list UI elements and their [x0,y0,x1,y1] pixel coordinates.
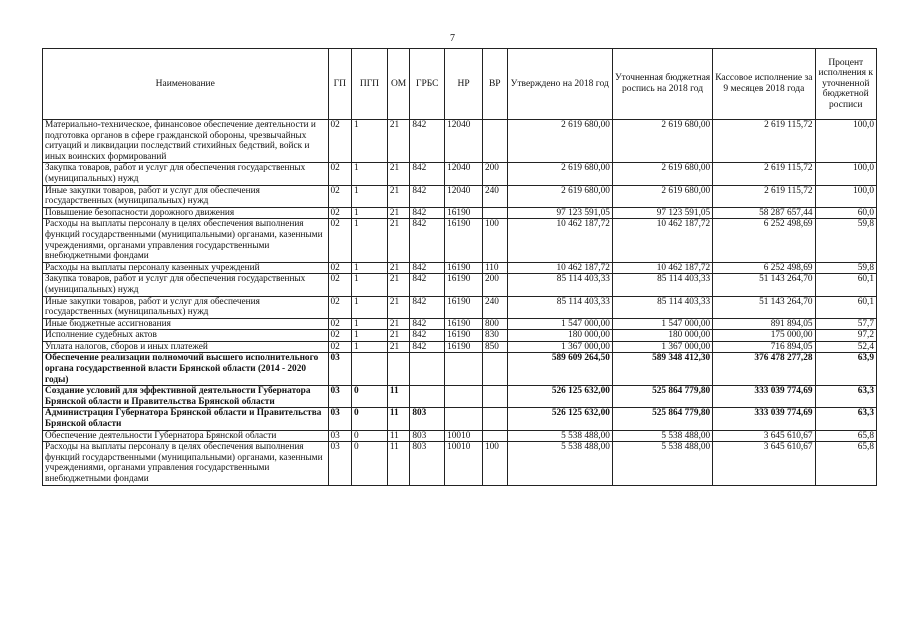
cell-gp: 03 [328,408,352,430]
table-row [43,353,877,386]
cell-gp: 03 [328,442,352,485]
cell-grbs: 842 [410,330,445,342]
table-row [43,330,877,342]
cell-approved: 5 538 488,00 [507,430,612,442]
cell-revised: 2 619 680,00 [612,185,712,207]
cell-vr: 200 [482,274,507,296]
cell-pgp: 0 [352,442,388,485]
cell-cash: 3 645 610,67 [713,442,815,485]
cell-cash: 716 894,05 [713,341,815,353]
column-header-vr: ВР [482,49,507,120]
cell-gp: 02 [328,219,352,262]
cell-om: 11 [387,430,410,442]
table-header-row [43,49,877,120]
cell-grbs: 842 [410,163,445,185]
cell-pgp: 0 [352,408,388,430]
cell-revised: 10 462 187,72 [612,262,712,274]
cell-grbs: 842 [410,274,445,296]
cell-om: 11 [387,442,410,485]
cell-om: 21 [387,185,410,207]
cell-vr [482,386,507,408]
cell-pgp: 1 [352,163,388,185]
cell-gp: 02 [328,330,352,342]
cell-revised: 85 114 403,33 [612,274,712,296]
cell-gp: 02 [328,120,352,163]
cell-percent: 59,8 [815,219,876,262]
cell-cash: 6 252 498,69 [713,262,815,274]
cell-gp: 02 [328,296,352,318]
cell-grbs [410,386,445,408]
cell-cash: 58 287 657,44 [713,207,815,219]
cell-cash: 891 894,05 [713,318,815,330]
cell-percent: 60,1 [815,274,876,296]
cell-np: 16190 [445,274,483,296]
cell-np [445,353,483,386]
cell-approved: 5 538 488,00 [507,442,612,485]
cell-approved: 180 000,00 [507,330,612,342]
cell-np: 16190 [445,219,483,262]
cell-grbs: 842 [410,318,445,330]
cell-pgp [352,353,388,386]
cell-percent: 100,0 [815,120,876,163]
cell-name: Иные закупки товаров, работ и услуг для обеспечения государственных (муниципальных) нужд [43,296,329,318]
cell-vr: 200 [482,163,507,185]
cell-gp: 03 [328,430,352,442]
cell-pgp: 0 [352,386,388,408]
cell-gp: 02 [328,163,352,185]
cell-om [387,353,410,386]
cell-percent: 97,2 [815,330,876,342]
cell-cash: 3 645 610,67 [713,430,815,442]
cell-revised: 2 619 680,00 [612,120,712,163]
cell-np: 16190 [445,262,483,274]
cell-revised: 525 864 779,80 [612,408,712,430]
cell-vr: 830 [482,330,507,342]
cell-percent: 63,3 [815,386,876,408]
cell-vr [482,120,507,163]
cell-cash: 376 478 277,28 [713,353,815,386]
cell-grbs: 803 [410,442,445,485]
cell-np [445,408,483,430]
cell-om: 21 [387,163,410,185]
cell-cash: 51 143 264,70 [713,296,815,318]
table-row [43,341,877,353]
cell-name: Обеспечение реализации полномочий высшего исполнительного органа государственной власти Брянской области (2014 - 2020 годы) [43,353,329,386]
cell-name: Исполнение судебных актов [43,330,329,342]
cell-gp: 03 [328,386,352,408]
cell-percent: 100,0 [815,185,876,207]
cell-grbs: 842 [410,341,445,353]
cell-revised: 85 114 403,33 [612,296,712,318]
column-header-np: НР [445,49,483,120]
cell-om: 21 [387,330,410,342]
cell-revised: 525 864 779,80 [612,386,712,408]
cell-percent: 57,7 [815,318,876,330]
cell-grbs: 842 [410,120,445,163]
cell-approved: 1 547 000,00 [507,318,612,330]
cell-vr [482,408,507,430]
cell-name: Иные бюджетные ассигнования [43,318,329,330]
cell-grbs: 842 [410,262,445,274]
cell-name: Закупка товаров, работ и услуг для обеспечения государственных (муниципальных) нужд [43,163,329,185]
table-row [43,408,877,430]
cell-pgp: 1 [352,120,388,163]
cell-grbs [410,353,445,386]
table-row [43,430,877,442]
cell-np: 16190 [445,318,483,330]
cell-approved: 97 123 591,05 [507,207,612,219]
cell-approved: 526 125 632,00 [507,386,612,408]
cell-vr [482,207,507,219]
cell-cash: 6 252 498,69 [713,219,815,262]
cell-revised: 5 538 488,00 [612,430,712,442]
cell-pgp: 1 [352,296,388,318]
cell-vr [482,430,507,442]
cell-vr [482,353,507,386]
cell-vr: 800 [482,318,507,330]
cell-om: 21 [387,318,410,330]
cell-gp: 02 [328,262,352,274]
cell-np: 16190 [445,341,483,353]
cell-approved: 526 125 632,00 [507,408,612,430]
cell-approved: 2 619 680,00 [507,120,612,163]
cell-approved: 85 114 403,33 [507,296,612,318]
cell-percent: 59,8 [815,262,876,274]
cell-approved: 2 619 680,00 [507,185,612,207]
cell-name: Закупка товаров, работ и услуг для обеспечения государственных (муниципальных) нужд [43,274,329,296]
cell-np: 16190 [445,330,483,342]
cell-pgp: 1 [352,274,388,296]
cell-name: Расходы на выплаты персоналу казенных учреждений [43,262,329,274]
cell-name: Обеспечение деятельности Губернатора Брянской области [43,430,329,442]
table-row [43,219,877,262]
cell-name: Администрация Губернатора Брянской области и Правительства Брянской области [43,408,329,430]
cell-revised: 1 367 000,00 [612,341,712,353]
column-header-pgp: ПГП [352,49,388,120]
column-header-grbs: ГРБС [410,49,445,120]
cell-name: Расходы на выплаты персоналу в целях обеспечения выполнения функций государственными (муниципальными) органами, казенными учреждениями, органами управления государственными внебюджетными фондами [43,442,329,485]
cell-pgp: 1 [352,185,388,207]
cell-np: 12040 [445,120,483,163]
column-header-revised: Уточненная бюджетная роспись на 2018 год [612,49,712,120]
column-header-percent: Процент исполнения к уточненной бюджетной росписи [815,49,876,120]
cell-approved: 10 462 187,72 [507,262,612,274]
cell-grbs: 803 [410,408,445,430]
table-row [43,163,877,185]
table-row [43,120,877,163]
cell-pgp: 1 [352,341,388,353]
cell-om: 21 [387,120,410,163]
cell-approved: 589 609 264,50 [507,353,612,386]
cell-name: Иные закупки товаров, работ и услуг для обеспечения государственных (муниципальных) нужд [43,185,329,207]
cell-cash: 2 619 115,72 [713,120,815,163]
cell-percent: 52,4 [815,341,876,353]
column-header-cash: Кассовое исполнение за 9 месяцев 2018 года [713,49,815,120]
cell-percent: 60,0 [815,207,876,219]
column-header-om: ОМ [387,49,410,120]
page-number: 7 [450,33,455,44]
column-header-approved: Утверждено на 2018 год [507,49,612,120]
cell-approved: 85 114 403,33 [507,274,612,296]
cell-om: 21 [387,262,410,274]
cell-om: 21 [387,219,410,262]
cell-approved: 2 619 680,00 [507,163,612,185]
cell-revised: 10 462 187,72 [612,219,712,262]
cell-percent: 60,1 [815,296,876,318]
table-row [43,185,877,207]
cell-name: Повышение безопасности дорожного движения [43,207,329,219]
cell-cash: 2 619 115,72 [713,163,815,185]
table-row [43,274,877,296]
table-row [43,318,877,330]
cell-om: 11 [387,408,410,430]
cell-om: 21 [387,296,410,318]
table-row [43,207,877,219]
cell-revised: 5 538 488,00 [612,442,712,485]
cell-revised: 180 000,00 [612,330,712,342]
cell-grbs: 842 [410,219,445,262]
cell-percent: 65,8 [815,430,876,442]
cell-revised: 589 348 412,30 [612,353,712,386]
cell-vr: 240 [482,185,507,207]
cell-cash: 333 039 774,69 [713,408,815,430]
cell-vr: 100 [482,219,507,262]
cell-gp: 02 [328,185,352,207]
cell-percent: 63,9 [815,353,876,386]
cell-om: 21 [387,207,410,219]
budget-execution-table [42,48,877,486]
cell-approved: 1 367 000,00 [507,341,612,353]
cell-vr: 850 [482,341,507,353]
table-row [43,262,877,274]
cell-om: 11 [387,386,410,408]
cell-approved: 10 462 187,72 [507,219,612,262]
cell-np: 16190 [445,207,483,219]
cell-pgp: 1 [352,207,388,219]
cell-vr: 110 [482,262,507,274]
cell-name: Материально-техническое, финансовое обеспечение деятельности и подготовка органов в сфере гражданской обороны, чрезвычайных ситуаций и ликвидации последствий стихийных бедствий, войск и иных воинских формирований [43,120,329,163]
cell-gp: 02 [328,318,352,330]
table-row [43,442,877,485]
cell-cash: 2 619 115,72 [713,185,815,207]
cell-percent: 100,0 [815,163,876,185]
cell-cash: 333 039 774,69 [713,386,815,408]
cell-np: 12040 [445,185,483,207]
cell-name: Уплата налогов, сборов и иных платежей [43,341,329,353]
cell-np: 16190 [445,296,483,318]
cell-grbs: 842 [410,296,445,318]
cell-grbs: 803 [410,430,445,442]
cell-om: 21 [387,274,410,296]
cell-grbs: 842 [410,185,445,207]
cell-vr: 240 [482,296,507,318]
cell-gp: 02 [328,341,352,353]
cell-gp: 03 [328,353,352,386]
cell-pgp: 1 [352,219,388,262]
cell-percent: 63,3 [815,408,876,430]
cell-np [445,386,483,408]
cell-name: Создание условий для эффективной деятельности Губернатора Брянской области и Правительства Брянской области [43,386,329,408]
table-row [43,296,877,318]
cell-gp: 02 [328,274,352,296]
column-header-name: Наименование [43,49,329,120]
cell-pgp: 1 [352,330,388,342]
cell-vr: 100 [482,442,507,485]
table-body [43,120,877,486]
cell-om: 21 [387,341,410,353]
cell-pgp: 1 [352,318,388,330]
cell-percent: 65,8 [815,442,876,485]
cell-np: 10010 [445,430,483,442]
cell-cash: 175 000,00 [713,330,815,342]
cell-np: 10010 [445,442,483,485]
cell-np: 12040 [445,163,483,185]
cell-gp: 02 [328,207,352,219]
cell-cash: 51 143 264,70 [713,274,815,296]
cell-name: Расходы на выплаты персоналу в целях обеспечения выполнения функций государственными (муниципальными) органами, казенными учреждениями, органами управления государственными внебюджетными фондами [43,219,329,262]
cell-revised: 2 619 680,00 [612,163,712,185]
column-header-gp: ГП [328,49,352,120]
cell-grbs: 842 [410,207,445,219]
cell-pgp: 0 [352,430,388,442]
table-row [43,386,877,408]
cell-revised: 1 547 000,00 [612,318,712,330]
cell-pgp: 1 [352,262,388,274]
cell-revised: 97 123 591,05 [612,207,712,219]
